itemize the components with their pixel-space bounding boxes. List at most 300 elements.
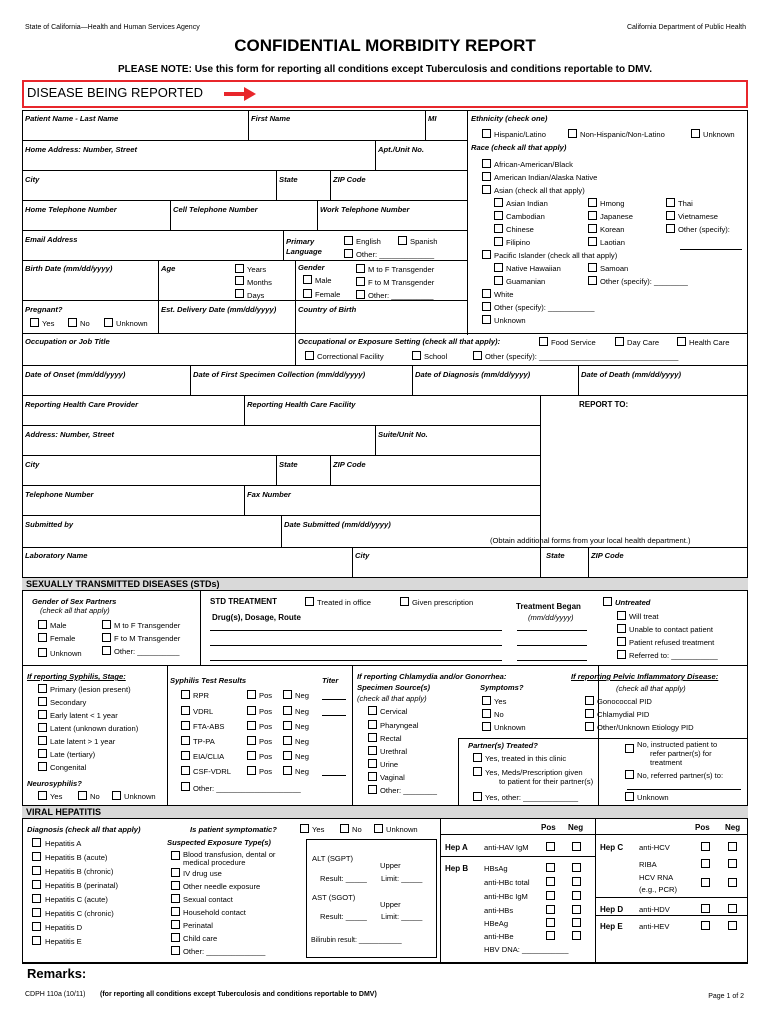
vdrl-checkbox[interactable]	[181, 706, 190, 715]
diagnosis-date-label: Date of Diagnosis (mm/dd/yyyy)	[415, 370, 531, 379]
korean-label: Korean	[600, 225, 625, 234]
stage-primary-checkbox[interactable]	[38, 684, 47, 693]
anti-hbe-label: anti-HBe	[484, 932, 514, 941]
mi-label: MI	[428, 114, 437, 123]
vietnamese-checkbox[interactable]	[666, 211, 675, 220]
race-other-checkbox[interactable]	[482, 302, 491, 311]
english-label: English	[356, 237, 381, 246]
hbc-total-pos-checkbox[interactable]	[546, 877, 555, 886]
neuro-unknown-checkbox[interactable]	[112, 791, 121, 800]
agency-name: State of California—Health and Human Services Agency	[25, 24, 200, 31]
pharyngeal-label: Pharyngeal	[380, 721, 419, 730]
page-number: Page 1 of 2	[708, 993, 744, 1000]
lab-zip-label: ZIP Code	[591, 551, 624, 560]
setting-other-label: Other (specify): _________________________________	[485, 352, 679, 361]
titer-label: Titer	[322, 676, 339, 685]
chinese-checkbox[interactable]	[494, 224, 503, 233]
stage-secondary-label: Secondary	[50, 698, 87, 707]
health-care-checkbox[interactable]	[677, 337, 686, 346]
hcv-rna-neg-checkbox[interactable]	[728, 878, 737, 887]
hep-d-checkbox[interactable]	[32, 922, 41, 931]
remarks-label: Remarks:	[27, 966, 87, 981]
symptoms-yes-checkbox[interactable]	[482, 696, 491, 705]
hdv-pos-checkbox[interactable]	[701, 904, 710, 913]
japanese-checkbox[interactable]	[588, 211, 597, 220]
neuro-yes-label: Yes	[50, 792, 63, 801]
partner-unknown-checkbox[interactable]	[38, 648, 47, 657]
months-label: Months	[247, 278, 272, 287]
fta-abs-checkbox[interactable]	[181, 721, 190, 730]
hep-pos-header: Pos	[541, 823, 556, 832]
urethral-checkbox[interactable]	[368, 746, 377, 755]
csf-vdrl-pos-checkbox[interactable]	[247, 766, 256, 775]
hbsag-label: HBsAg	[484, 864, 508, 873]
department-name: California Department of Public Health	[626, 24, 746, 31]
exp-blood-checkbox[interactable]	[171, 851, 180, 860]
gonococcal-pid-checkbox[interactable]	[585, 696, 594, 705]
std-title: SEXUALLY TRANSMITTED DISEASES (STDs)	[26, 579, 220, 589]
untreated-checkbox[interactable]	[603, 597, 612, 606]
hispanic-label: Hispanic/Latino	[494, 130, 546, 139]
home-address-label: Home Address: Number, Street	[25, 145, 137, 154]
source-other-checkbox[interactable]	[368, 785, 377, 794]
vdrl-pos-label: Pos	[259, 707, 273, 716]
birth-date-label: Birth Date (mm/dd/yyyy)	[25, 264, 113, 273]
pt-yes-meds-checkbox[interactable]	[473, 767, 482, 776]
stage-early-latent-checkbox[interactable]	[38, 710, 47, 719]
rpr-checkbox[interactable]	[181, 690, 190, 699]
rpr-pos-label: Pos	[259, 691, 273, 700]
ftom-checkbox[interactable]	[356, 277, 365, 286]
exp-perinatal-checkbox[interactable]	[171, 920, 180, 929]
male-checkbox[interactable]	[303, 275, 312, 284]
non-hispanic-checkbox[interactable]	[568, 129, 577, 138]
neuro-no-checkbox[interactable]	[78, 791, 87, 800]
alt-upper-label: Upper	[380, 861, 401, 870]
last-name-label: Patient Name - Last Name	[25, 114, 119, 123]
exp-sexual-checkbox[interactable]	[171, 894, 180, 903]
native-hawaiian-label: Native Hawaiian	[506, 264, 561, 273]
guamanian-label: Guamanian	[506, 277, 546, 286]
hbc-igm-neg-checkbox[interactable]	[572, 891, 581, 900]
pid-label: If reporting Pelvic Inflammatory Disease:	[571, 672, 719, 681]
tp-pa-neg-checkbox[interactable]	[283, 736, 292, 745]
pharyngeal-checkbox[interactable]	[368, 720, 377, 729]
hep-c-lab-label: Hep C	[600, 843, 624, 852]
correctional-label: Correctional Facility	[317, 352, 384, 361]
tp-pa-pos-checkbox[interactable]	[247, 736, 256, 745]
fta-abs-pos-label: Pos	[259, 722, 273, 731]
hev-pos-checkbox[interactable]	[701, 921, 710, 930]
partner-other-label: Other: __________	[114, 647, 180, 656]
months-checkbox[interactable]	[235, 276, 244, 285]
tp-pa-checkbox[interactable]	[181, 736, 190, 745]
years-label: Years	[247, 265, 267, 274]
test-other-checkbox[interactable]	[181, 782, 190, 791]
stage-late-label: Late (tertiary)	[50, 750, 96, 759]
provider-fax-label: Fax Number	[247, 490, 291, 499]
pt-no-instructed-label-3: treatment	[650, 758, 683, 767]
vaginal-checkbox[interactable]	[368, 772, 377, 781]
ast-upper-label: Upper	[380, 900, 401, 909]
guamanian-checkbox[interactable]	[494, 276, 503, 285]
pregnant-yes-checkbox[interactable]	[30, 318, 39, 327]
hmong-checkbox[interactable]	[588, 198, 597, 207]
partner-female-label: Female	[50, 634, 76, 643]
refused-checkbox[interactable]	[617, 637, 626, 646]
state-label: State	[279, 175, 298, 184]
vdrl-neg-checkbox[interactable]	[283, 706, 292, 715]
fta-abs-label: FTA-ABS	[193, 722, 225, 731]
exp-needle-checkbox[interactable]	[171, 881, 180, 890]
hbe-neg-checkbox[interactable]	[572, 931, 581, 940]
urethral-label: Urethral	[380, 747, 408, 756]
suite-label: Suite/Unit No.	[378, 430, 428, 439]
symptoms-unknown-checkbox[interactable]	[482, 722, 491, 731]
std-treatment-label: STD TREATMENT	[210, 597, 277, 606]
hav-neg-checkbox[interactable]	[572, 842, 581, 851]
partner-mtof-checkbox[interactable]	[102, 620, 111, 629]
eia-clia-neg-checkbox[interactable]	[283, 751, 292, 760]
hep-d-label: Hepatitis D	[45, 923, 83, 932]
exp-iv-label: IV drug use	[183, 869, 222, 878]
asian-indian-checkbox[interactable]	[494, 198, 503, 207]
pt-no-referred-label: No, referred partner(s) to:	[637, 771, 724, 780]
symptomatic-yes-checkbox[interactable]	[300, 824, 309, 833]
specimen-source-label: Specimen Source(s)	[357, 683, 431, 692]
syphilis-tests-label: Syphilis Test Results	[170, 676, 247, 685]
csf-vdrl-neg-label: Neg	[295, 767, 309, 776]
rpr-neg-checkbox[interactable]	[283, 690, 292, 699]
symptoms-no-checkbox[interactable]	[482, 709, 491, 718]
eia-clia-label: EIA/CLIA	[193, 752, 225, 761]
drugs-label: Drug(s), Dosage, Route	[212, 613, 301, 622]
hbs-neg-checkbox[interactable]	[572, 905, 581, 914]
hbsag-pos-checkbox[interactable]	[546, 863, 555, 872]
page-title: CONFIDENTIAL MORBIDITY REPORT	[234, 36, 536, 55]
chlamydia-label: If reporting Chlamydia and/or Gonorrhea:	[357, 672, 507, 681]
hep-e-label: Hepatitis E	[45, 937, 82, 946]
symptoms-yes-label: Yes	[494, 697, 507, 706]
hep-pos-header-2: Pos	[695, 823, 710, 832]
vdrl-neg-label: Neg	[295, 707, 309, 716]
unable-contact-label: Unable to contact patient	[629, 625, 714, 634]
white-checkbox[interactable]	[482, 289, 491, 298]
date-submitted-label: Date Submitted (mm/dd/yyyy)	[284, 520, 391, 529]
remarks-input[interactable]	[80, 966, 745, 986]
tp-pa-neg-label: Neg	[295, 737, 309, 746]
food-service-checkbox[interactable]	[539, 337, 548, 346]
samoan-checkbox[interactable]	[588, 263, 597, 272]
partner-ftom-checkbox[interactable]	[102, 633, 111, 642]
language-other-checkbox[interactable]	[344, 249, 353, 258]
race-label: Race (check all that apply)	[471, 143, 567, 152]
hep-b-perinatal-checkbox[interactable]	[32, 880, 41, 889]
eia-clia-checkbox[interactable]	[181, 751, 190, 760]
riba-pos-checkbox[interactable]	[701, 859, 710, 868]
hep-c-acute-checkbox[interactable]	[32, 894, 41, 903]
ethnicity-label: Ethnicity (check one)	[471, 114, 548, 123]
symptomatic-yes-label: Yes	[312, 825, 325, 834]
riba-label: RIBA	[639, 860, 657, 869]
stage-late-latent-checkbox[interactable]	[38, 736, 47, 745]
pregnant-unknown-checkbox[interactable]	[104, 318, 113, 327]
anti-hdv-label: anti-HDV	[639, 905, 670, 914]
alt-result-label: Result: _____	[320, 874, 367, 883]
will-treat-checkbox[interactable]	[617, 611, 626, 620]
black-checkbox[interactable]	[482, 159, 491, 168]
amind-label: American Indian/Alaska Native	[494, 173, 598, 182]
provider-tel-label: Telephone Number	[25, 490, 94, 499]
rpr-pos-checkbox[interactable]	[247, 690, 256, 699]
partner-male-label: Male	[50, 621, 67, 630]
exp-needle-label: Other needle exposure	[183, 882, 261, 891]
health-care-label: Health Care	[689, 338, 730, 347]
syphilis-stage-label: If reporting Syphilis, Stage:	[27, 672, 126, 681]
exp-childcare-checkbox[interactable]	[171, 933, 180, 942]
pacific-other-label: Other (specify): ________	[600, 277, 688, 286]
fta-abs-neg-checkbox[interactable]	[283, 721, 292, 730]
hbs-pos-checkbox[interactable]	[546, 905, 555, 914]
asian-other-checkbox[interactable]	[666, 224, 675, 233]
stage-secondary-checkbox[interactable]	[38, 697, 47, 706]
pregnant-label: Pregnant?	[25, 305, 63, 314]
ast-result-label: Result: _____	[320, 912, 367, 921]
amind-checkbox[interactable]	[482, 172, 491, 181]
pregnant-unknown-label: Unknown	[116, 319, 148, 328]
hcv-rna-label: HCV RNA	[639, 873, 674, 882]
hep-b-perinatal-label: Hepatitis B (perinatal)	[45, 881, 119, 890]
day-care-label: Day Care	[627, 338, 660, 347]
obtain-forms-note: (Obtain additional forms from your local health department.)	[490, 536, 691, 545]
csf-vdrl-label: CSF-VDRL	[193, 767, 231, 776]
other-pid-label: Other/Unknown Etiology PID	[597, 723, 694, 732]
partner-female-checkbox[interactable]	[38, 633, 47, 642]
bilirubin-label: Bilirubin result: ___________	[311, 937, 402, 944]
treated-in-office-checkbox[interactable]	[305, 597, 314, 606]
days-checkbox[interactable]	[235, 289, 244, 298]
pt-unknown-checkbox[interactable]	[625, 792, 634, 801]
hep-c-chronic-checkbox[interactable]	[32, 908, 41, 917]
disease-label: DISEASE BEING REPORTED	[27, 85, 204, 100]
pid-check-label: (check all that apply)	[616, 684, 686, 693]
exposure-label: Suspected Exposure Type(s)	[167, 838, 271, 847]
pregnant-no-label: No	[80, 319, 90, 328]
hep-section-header	[22, 805, 748, 819]
gender-other-checkbox[interactable]	[356, 290, 365, 299]
exp-other-checkbox[interactable]	[171, 946, 180, 955]
exp-blood-label-2: medical procedure	[183, 858, 246, 867]
rectal-label: Rectal	[380, 734, 402, 743]
vietnamese-label: Vietnamese	[678, 212, 718, 221]
unable-contact-checkbox[interactable]	[617, 624, 626, 633]
neuro-unknown-label: Unknown	[124, 792, 156, 801]
ethnicity-unknown-checkbox[interactable]	[691, 129, 700, 138]
pacific-checkbox[interactable]	[482, 250, 491, 259]
pt-unknown-label: Unknown	[637, 793, 669, 802]
thai-label: Thai	[678, 199, 693, 208]
korean-checkbox[interactable]	[588, 224, 597, 233]
specimen-check-label: (check all that apply)	[357, 694, 427, 703]
food-service-label: Food Service	[551, 338, 596, 347]
chlamydial-pid-checkbox[interactable]	[585, 709, 594, 718]
native-hawaiian-checkbox[interactable]	[494, 263, 503, 272]
partners-treated-label: Partner(s) Treated?	[468, 741, 538, 750]
exp-iv-checkbox[interactable]	[171, 868, 180, 877]
pt-no-referred-checkbox[interactable]	[625, 770, 634, 779]
setting-other-checkbox[interactable]	[473, 351, 482, 360]
hbeag-neg-checkbox[interactable]	[572, 918, 581, 927]
race-unknown-label: Unknown	[494, 316, 526, 325]
anti-hav-label: anti-HAV IgM	[484, 843, 529, 852]
ethnicity-unknown-label: Unknown	[703, 130, 735, 139]
laotian-checkbox[interactable]	[588, 237, 597, 246]
arrow-right-icon	[222, 86, 258, 102]
partner-other-checkbox[interactable]	[102, 646, 111, 655]
stage-late-latent-label: Late latent > 1 year	[50, 737, 116, 746]
exp-sexual-label: Sexual contact	[183, 895, 233, 904]
symptomatic-no-label: No	[352, 825, 362, 834]
asian-other-label: Other (specify):	[678, 225, 730, 234]
partner-ftom-label: F to M Transgender	[114, 634, 181, 643]
hcv-neg-checkbox[interactable]	[728, 842, 737, 851]
hcv-pos-checkbox[interactable]	[701, 842, 710, 851]
school-checkbox[interactable]	[412, 351, 421, 360]
symptomatic-unknown-label: Unknown	[386, 825, 418, 834]
pregnant-no-checkbox[interactable]	[68, 318, 77, 327]
riba-neg-checkbox[interactable]	[728, 859, 737, 868]
hdv-neg-checkbox[interactable]	[728, 904, 737, 913]
death-date-label: Date of Death (mm/dd/yyyy)	[581, 370, 682, 379]
pt-yes-other-checkbox[interactable]	[473, 792, 482, 801]
csf-vdrl-checkbox[interactable]	[181, 766, 190, 775]
hbsag-neg-checkbox[interactable]	[572, 863, 581, 872]
pcr-label: (e.g., PCR)	[639, 885, 677, 894]
laotian-label: Laotian	[600, 238, 625, 247]
footer-note: (for reporting all conditions except Tuberculosis and conditions reportable to DMV)	[100, 991, 377, 998]
pacific-other-checkbox[interactable]	[588, 276, 597, 285]
pt-yes-other-label: Yes, other: _____________	[485, 793, 579, 802]
hep-a-checkbox[interactable]	[32, 838, 41, 847]
cambodian-checkbox[interactable]	[494, 211, 503, 220]
symptoms-unknown-label: Unknown	[494, 723, 526, 732]
neuro-no-label: No	[90, 792, 100, 801]
apt-label: Apt./Unit No.	[378, 145, 424, 154]
setting-label: Occupational or Exposure Setting (check all that apply):	[298, 337, 501, 346]
pt-yes-meds-label-2: to patient for their partner(s)	[499, 777, 594, 786]
symptomatic-label: Is patient symptomatic?	[190, 825, 277, 834]
vdrl-label: VDRL	[193, 707, 214, 716]
other-pid-checkbox[interactable]	[585, 722, 594, 731]
source-other-label: Other: ________	[380, 786, 437, 795]
onset-date-label: Date of Onset (mm/dd/yyyy)	[25, 370, 126, 379]
hbe-pos-checkbox[interactable]	[546, 931, 555, 940]
country-birth-label: Country of Birth	[298, 305, 357, 314]
anti-hbc-total-label: anti-HBc total	[484, 878, 530, 887]
hbc-total-neg-checkbox[interactable]	[572, 877, 581, 886]
spanish-checkbox[interactable]	[398, 236, 407, 245]
stage-congenital-checkbox[interactable]	[38, 762, 47, 771]
rpr-label: RPR	[193, 691, 210, 700]
exp-household-checkbox[interactable]	[171, 907, 180, 916]
hispanic-checkbox[interactable]	[482, 129, 491, 138]
symptomatic-unknown-checkbox[interactable]	[374, 824, 383, 833]
stage-late-checkbox[interactable]	[38, 749, 47, 758]
rpr-neg-label: Neg	[295, 691, 309, 700]
hep-b-acute-checkbox[interactable]	[32, 852, 41, 861]
years-checkbox[interactable]	[235, 264, 244, 273]
cervical-checkbox[interactable]	[368, 706, 377, 715]
mtof-checkbox[interactable]	[356, 264, 365, 273]
anti-hcv-label: anti-HCV	[639, 843, 670, 852]
filipino-checkbox[interactable]	[494, 237, 503, 246]
hep-b-chronic-checkbox[interactable]	[32, 866, 41, 875]
hev-neg-checkbox[interactable]	[728, 921, 737, 930]
thai-checkbox[interactable]	[666, 198, 675, 207]
vdrl-pos-checkbox[interactable]	[247, 706, 256, 715]
hav-pos-checkbox[interactable]	[546, 842, 555, 851]
chinese-label: Chinese	[506, 225, 534, 234]
work-tel-label: Work Telephone Number	[320, 205, 410, 214]
occupation-label: Occupation or Job Title	[25, 337, 110, 346]
hep-e-checkbox[interactable]	[32, 936, 41, 945]
eia-clia-neg-label: Neg	[295, 752, 309, 761]
gender-label: Gender	[298, 263, 325, 272]
pt-yes-clinic-checkbox[interactable]	[473, 753, 482, 762]
form-note: PLEASE NOTE: Use this form for reporting all conditions except Tuberculosis and conditions reportable to DMV.	[118, 64, 652, 75]
hbeag-pos-checkbox[interactable]	[546, 918, 555, 927]
home-tel-label: Home Telephone Number	[25, 205, 117, 214]
partner-male-checkbox[interactable]	[38, 620, 47, 629]
provider-city-label: City	[25, 460, 40, 469]
stage-latent-checkbox[interactable]	[38, 723, 47, 732]
urine-checkbox[interactable]	[368, 759, 377, 768]
asian-indian-label: Asian Indian	[506, 199, 548, 208]
eia-clia-pos-checkbox[interactable]	[247, 751, 256, 760]
email-label: Email Address	[25, 235, 78, 244]
race-unknown-checkbox[interactable]	[482, 315, 491, 324]
zip-label: ZIP Code	[333, 175, 366, 184]
spanish-label: Spanish	[410, 237, 438, 246]
hbc-igm-pos-checkbox[interactable]	[546, 891, 555, 900]
pt-no-instructed-checkbox[interactable]	[625, 744, 634, 753]
asian-checkbox[interactable]	[482, 185, 491, 194]
anti-hbc-igm-label: anti-HBc IgM	[484, 892, 528, 901]
hcv-rna-pos-checkbox[interactable]	[701, 878, 710, 887]
symptomatic-no-checkbox[interactable]	[340, 824, 349, 833]
neuro-yes-checkbox[interactable]	[38, 791, 47, 800]
hep-neg-header-2: Neg	[725, 823, 741, 832]
exp-other-label: Other: ______________	[183, 947, 266, 956]
female-checkbox[interactable]	[303, 289, 312, 298]
eia-clia-pos-label: Pos	[259, 752, 273, 761]
csf-vdrl-pos-label: Pos	[259, 767, 273, 776]
treated-in-office-label: Treated in office	[317, 598, 372, 607]
given-prescription-checkbox[interactable]	[400, 597, 409, 606]
hep-b-chronic-label: Hepatitis B (chronic)	[45, 867, 114, 876]
rectal-checkbox[interactable]	[368, 733, 377, 742]
referred-checkbox[interactable]	[617, 650, 626, 659]
hep-neg-header: Neg	[568, 823, 584, 832]
tp-pa-label: TP-PA	[193, 737, 215, 746]
hep-b-acute-label: Hepatitis B (acute)	[45, 853, 108, 862]
correctional-checkbox[interactable]	[305, 351, 314, 360]
exp-blood-label: Blood transfusion, dental or	[183, 850, 276, 859]
day-care-checkbox[interactable]	[615, 337, 624, 346]
fta-abs-pos-checkbox[interactable]	[247, 721, 256, 730]
csf-vdrl-neg-checkbox[interactable]	[283, 766, 292, 775]
english-checkbox[interactable]	[344, 236, 353, 245]
